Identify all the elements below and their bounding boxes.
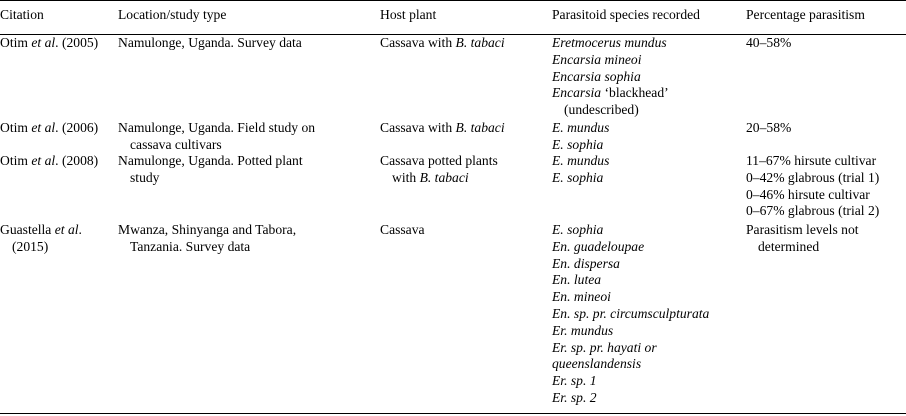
species-cell: E. sophia En. guadeloupae En. dispersa En. lutea En. mineoi En. sp. pr. circumsculpturata Er. mundus Er. sp. pr. hayati or queenslandensis Er. sp. 1 Er. sp. 2 bbox=[552, 222, 710, 405]
percentage-cell: 40–58% bbox=[746, 35, 792, 50]
host-plant-cell: Cassava with B. tabaci bbox=[380, 120, 505, 135]
percentage-cell: 20–58% bbox=[746, 120, 792, 135]
location-cell: Namulonge, Uganda. Potted plant study bbox=[118, 153, 303, 185]
header-percentage: Percentage parasitism bbox=[746, 7, 865, 22]
percentage-cell: 11–67% hirsute cultivar 0–42% glabrous (trial 1) 0–46% hirsute cultivar 0–67% glabrous (trial 2) bbox=[746, 153, 880, 219]
species-cell: E. mundus E. sophia bbox=[552, 120, 610, 152]
header-host-plant: Host plant bbox=[380, 7, 437, 22]
citation-cell: Otim et al. (2006) bbox=[0, 120, 99, 135]
table-top-rule bbox=[0, 0, 906, 1]
percentage-cell: Parasitism levels not determined bbox=[746, 222, 859, 254]
species-cell: Eretmocerus mundus Encarsia mineoi Encarsia sophia Encarsia ‘blackhead’ (undescribed) bbox=[552, 35, 669, 118]
location-cell: Mwanza, Shinyanga and Tabora, Tanzania. Survey data bbox=[118, 222, 297, 254]
table-bottom-rule bbox=[0, 413, 906, 414]
citation-cell: Guastella et al. (2015) bbox=[0, 222, 82, 254]
header-parasitoid-species: Parasitoid species recorded bbox=[552, 7, 700, 22]
citation-cell: Otim et al. (2008) bbox=[0, 153, 99, 168]
header-citation: Citation bbox=[0, 7, 44, 22]
location-cell: Namulonge, Uganda. Field study on cassava cultivars bbox=[118, 120, 316, 152]
species-cell: E. mundus E. sophia bbox=[552, 153, 610, 185]
host-plant-cell: Cassava bbox=[380, 222, 425, 237]
location-cell: Namulonge, Uganda. Survey data bbox=[118, 35, 302, 50]
host-plant-cell: Cassava with B. tabaci bbox=[380, 35, 505, 50]
header-location: Location/study type bbox=[118, 7, 227, 22]
host-plant-cell: Cassava potted plants with B. tabaci bbox=[380, 153, 498, 185]
citation-cell: Otim et al. (2005) bbox=[0, 35, 99, 50]
